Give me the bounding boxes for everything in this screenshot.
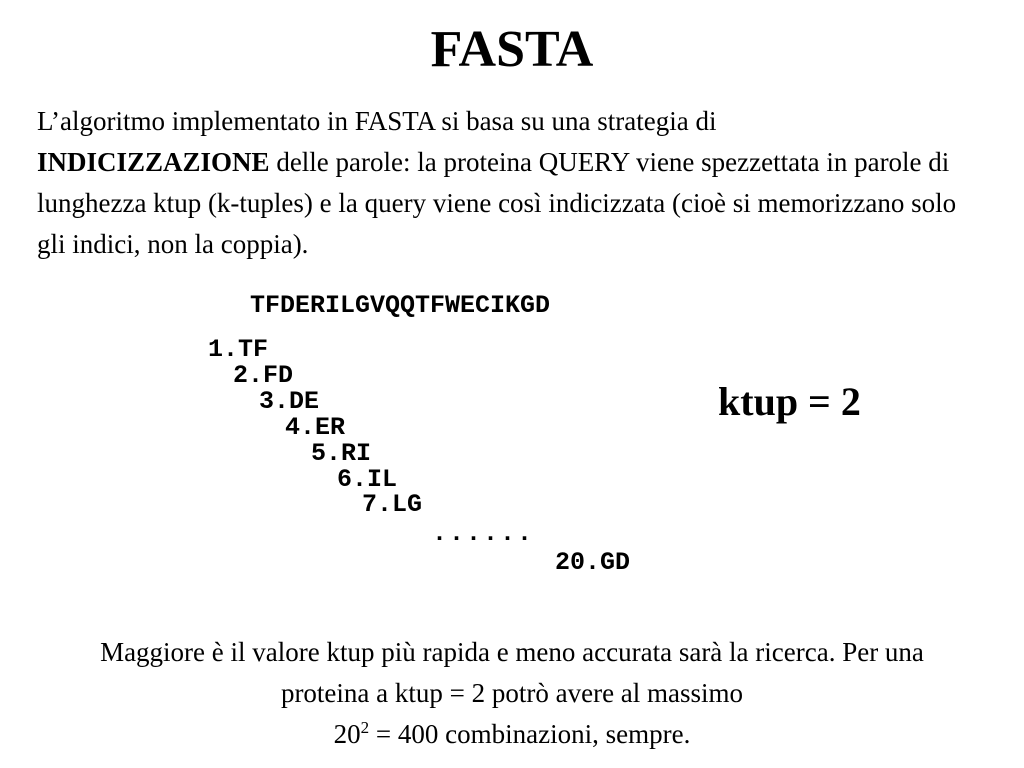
kmer-ellipsis: ...... — [432, 519, 535, 548]
kmer-item: 4.ER — [285, 413, 346, 442]
slide-title: FASTA — [430, 21, 594, 78]
intro-text-part2: delle parole: la proteina QUERY viene spezzettata in parole di lunghezza ktup (k-tuples) e la query viene così indicizzata (cioè si memorizzano solo gli indici, non la coppia). — [37, 147, 957, 259]
kmer-item: 7.LG — [362, 490, 423, 519]
conclusion-text: Maggiore è il valore ktup più rapida e meno accurata sarà la ricerca. Per una proteina a ktup = 2 potrò avere al massimo — [100, 637, 924, 708]
ktup-label: ktup = 2 — [718, 379, 861, 424]
kmer-item: 3.DE — [259, 387, 320, 416]
conclusion-base: 20 — [333, 719, 361, 749]
kmer-item: 6.IL — [337, 465, 398, 494]
conclusion-exponent: 2 — [360, 718, 370, 737]
conclusion-paragraph — [62, 632, 962, 755]
query-sequence: TFDERILGVQQTFWECIKGD — [250, 291, 551, 320]
intro-text-part1: L’algoritmo implementato in FASTA si basa su una strategia di — [37, 106, 717, 136]
intro-paragraph — [37, 101, 987, 265]
kmer-item: 1.TF — [208, 335, 269, 364]
kmer-item: 2.FD — [233, 361, 294, 390]
kmer-item-last: 20.GD — [555, 548, 631, 577]
intro-bold-term: INDICIZZAZIONE — [37, 147, 270, 177]
kmer-item: 5.RI — [311, 439, 372, 468]
conclusion-text-end: = 400 combinazioni, sempre. — [369, 719, 691, 749]
